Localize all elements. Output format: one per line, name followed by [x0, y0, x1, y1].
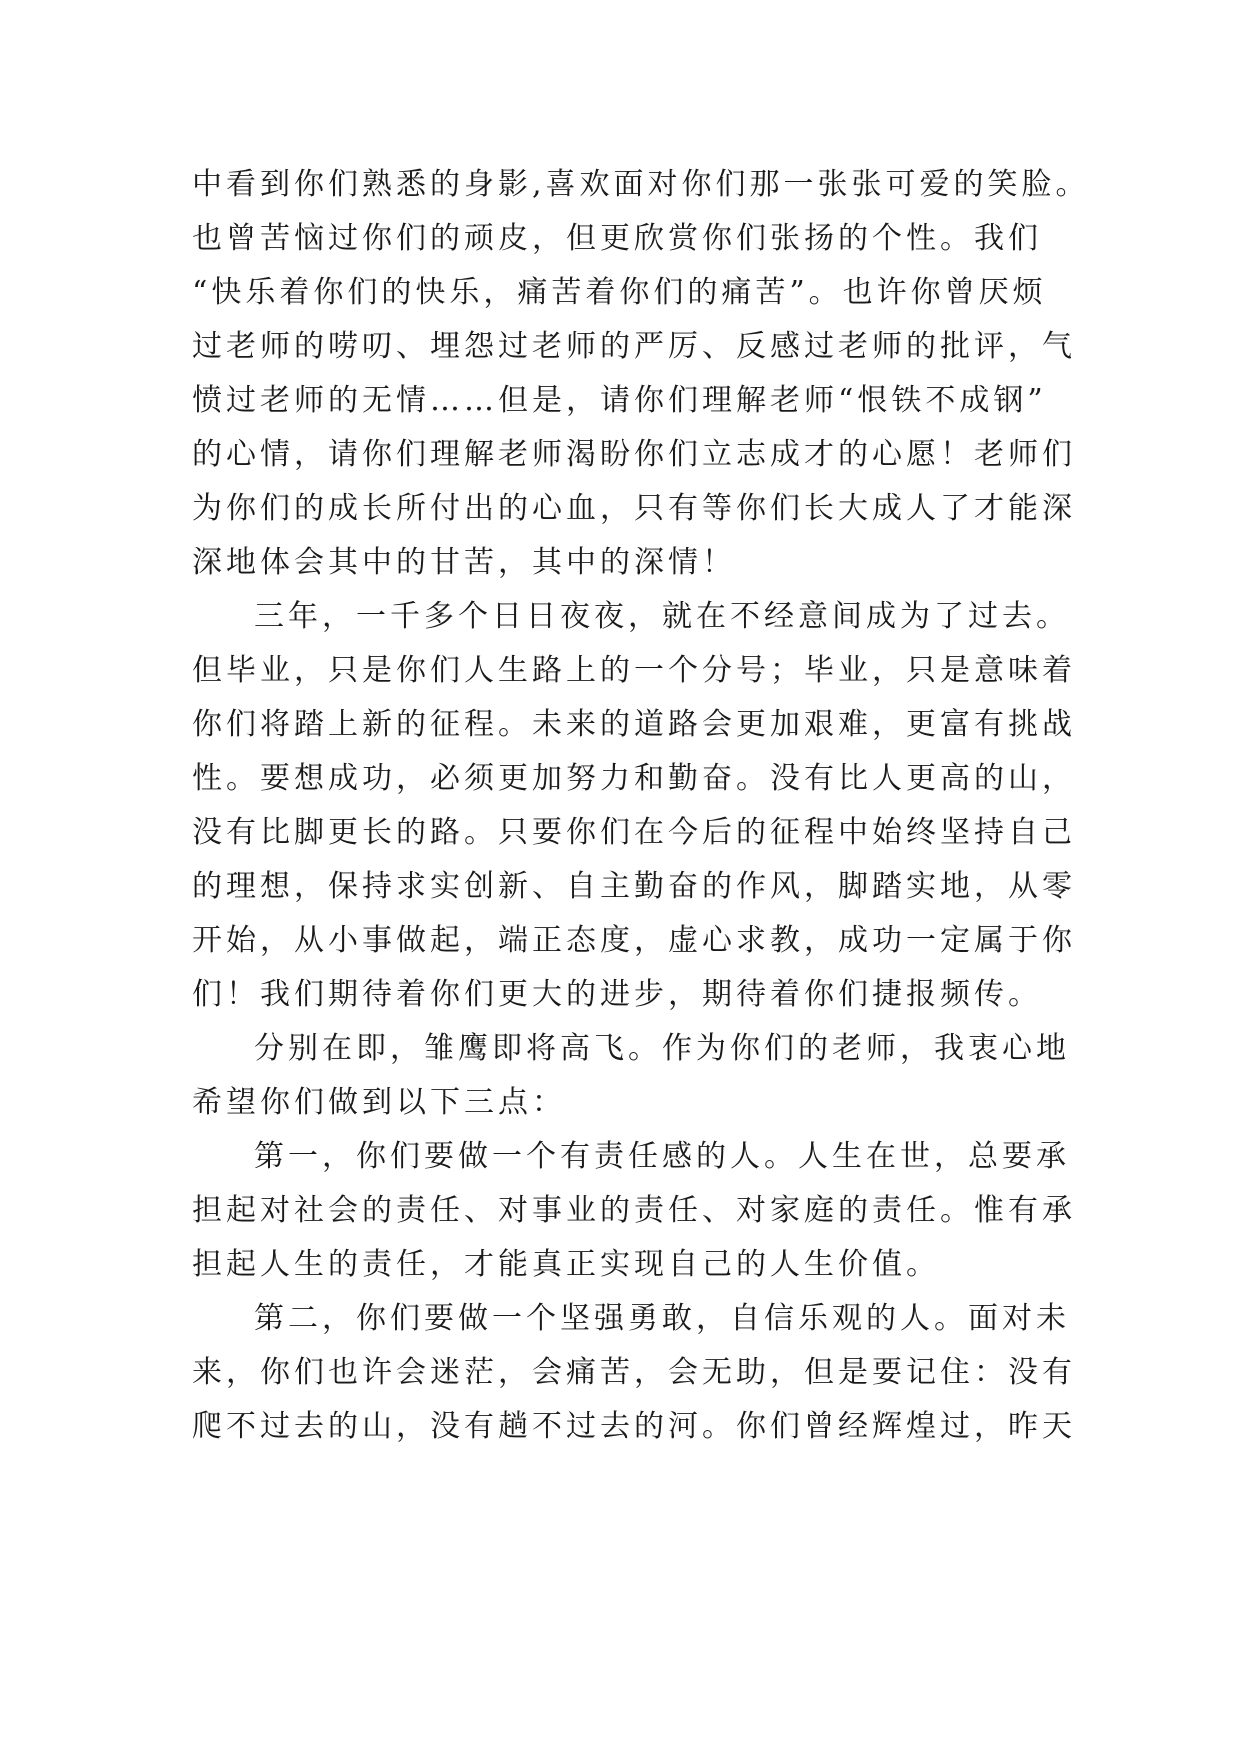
body-text [192, 158, 1092, 1454]
text-line: 的理想，保持求实创新、自主勤奋的作风，脚踏实地，从零 [192, 869, 1076, 904]
text-line: 也曾苦恼过你们的顽皮，但更欣赏你们张扬的个性。我们 [192, 221, 1042, 256]
text-line: 为你们的成长所付出的心血，只有等你们长大成人了才能深 [192, 491, 1076, 526]
text-line: 性。要想成功，必须更加努力和勤奋。没有比人更高的山， [192, 761, 1076, 796]
paragraph-start-line: 第一，你们要做一个有责任感的人。人生在世，总要承 [254, 1139, 1070, 1174]
text-line: 的心情，请你们理解老师渴盼你们立志成才的心愿！老师们 [192, 437, 1076, 472]
text-line: 开始，从小事做起，端正态度，虚心求教，成功一定属于你 [192, 923, 1076, 958]
paragraph-start-line: 三年，一千多个日日夜夜，就在不经意间成为了过去。 [254, 599, 1070, 634]
paragraph-start-line: 第二，你们要做一个坚强勇敢，自信乐观的人。面对未 [254, 1301, 1070, 1336]
text-line: 来，你们也许会迷茫，会痛苦，会无助，但是要记住：没有 [192, 1355, 1076, 1390]
text-line: 过老师的唠叨、埋怨过老师的严厉、反感过老师的批评，气 [192, 329, 1076, 364]
text-line: 希望你们做到以下三点： [192, 1085, 566, 1120]
text-line: 爬不过去的山，没有趟不过去的河。你们曾经辉煌过，昨天 [192, 1409, 1076, 1444]
text-line: 愤过老师的无情……但是，请你们理解老师“恨铁不成钢” [192, 383, 1047, 418]
text-line: 担起对社会的责任、对事业的责任、对家庭的责任。惟有承 [192, 1193, 1076, 1228]
text-line: “快乐着你们的快乐，痛苦着你们的痛苦”。也许你曾厌烦 [192, 275, 1047, 310]
text-line: 深地体会其中的甘苦，其中的深情！ [192, 545, 736, 580]
text-line: 但毕业，只是你们人生路上的一个分号；毕业，只是意味着 [192, 653, 1076, 688]
text-line: 中看到你们熟悉的身影,喜欢面对你们那一张张可爱的笑脸。 [192, 167, 1090, 202]
text-line: 们！我们期待着你们更大的进步，期待着你们捷报频传。 [192, 977, 1042, 1012]
text-line: 没有比脚更长的路。只要你们在今后的征程中始终坚持自己 [192, 815, 1076, 850]
text-line: 你们将踏上新的征程。未来的道路会更加艰难，更富有挑战 [192, 707, 1076, 742]
paragraph-start-line: 分别在即，雏鹰即将高飞。作为你们的老师，我衷心地 [254, 1031, 1070, 1066]
text-line: 担起人生的责任，才能真正实现自己的人生价值。 [192, 1247, 940, 1282]
